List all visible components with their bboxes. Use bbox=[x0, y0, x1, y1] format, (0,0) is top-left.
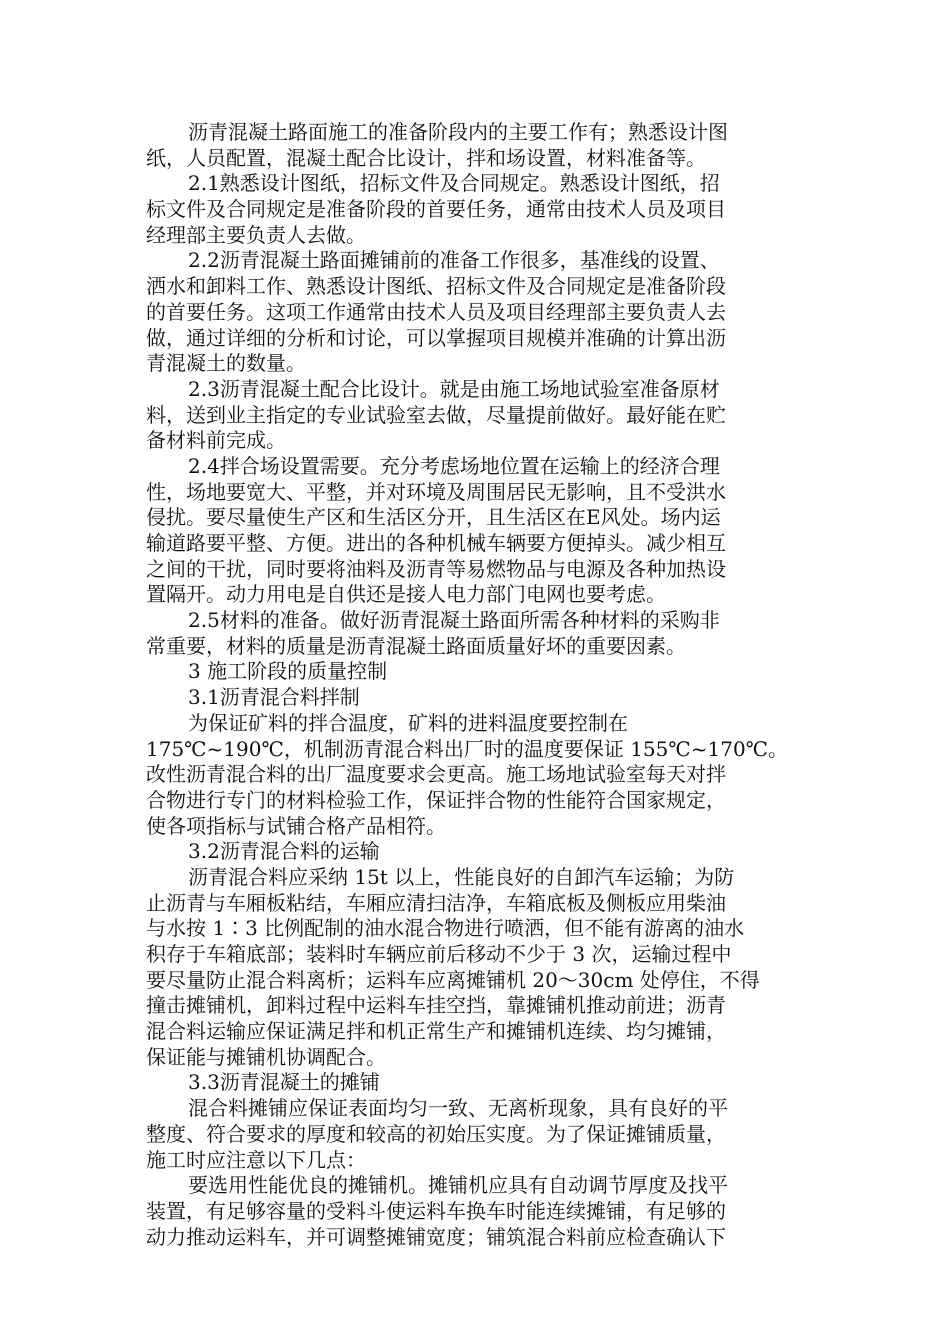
text-line: 175℃~190℃，机制沥青混合料出厂时的温度要保证 155℃~170℃。 bbox=[146, 736, 789, 761]
text-line: 2.1熟悉设计图纸，招标文件及合同规定。熟悉设计图纸，招 bbox=[188, 171, 720, 196]
text-line: 青混凝土的数量。 bbox=[146, 351, 306, 376]
document-body bbox=[146, 120, 800, 1250]
text-line: 3.1沥青混合料拌制 bbox=[188, 685, 360, 710]
text-line: 施工时应注意以下几点： bbox=[146, 1147, 366, 1172]
text-line: 常重要，材料的质量是沥青混凝土路面质量好坏的重要因素。 bbox=[146, 633, 686, 658]
text-line: 2.5材料的准备。做好沥青混凝土路面所需各种材料的采购非 bbox=[188, 608, 720, 633]
text-line: 与水按 1∶3 比例配制的油水混合物进行喷洒，但不能有游离的油水 bbox=[146, 916, 745, 941]
text-line: 做，通过详细的分析和讨论，可以掌握项目规模并准确的计算出沥 bbox=[146, 325, 726, 350]
text-line: 要尽量防止混合料离析；运料车应离摊铺机 20～30cm 处停住，不得 bbox=[146, 967, 760, 992]
text-line: 料，送到业主指定的专业试验室去做，尽量提前做好。最好能在贮 bbox=[146, 402, 726, 427]
text-line: 经理部主要负责人去做。 bbox=[146, 222, 366, 247]
text-line: 保证能与摊铺机协调配合。 bbox=[146, 1044, 386, 1069]
text-line: 止沥青与车厢板粘结，车厢应清扫洁净，车箱底板及侧板应用柴油 bbox=[146, 890, 726, 915]
text-line: 性，场地要宽大、平整，并对环境及周围居民无影响，且不受洪水 bbox=[146, 479, 726, 504]
text-line: 2.2沥青混凝土路面摊铺前的准备工作很多，基准线的设置、 bbox=[188, 248, 720, 273]
text-line: 积存于车箱底部；装料时车辆应前后移动不少于 3 次，运输过程中 bbox=[146, 942, 732, 966]
text-line: 改性沥青混合料的出厂温度要求会更高。施工场地试验室每天对拌 bbox=[146, 762, 726, 787]
text-line: 装置，有足够容量的受料斗使运料车换车时能连续摊铺，有足够的 bbox=[146, 1198, 726, 1223]
text-line: 3.3沥青混凝土的摊铺 bbox=[188, 1070, 380, 1095]
text-line: 备材料前完成。 bbox=[146, 428, 286, 453]
text-line: 之间的干扰，同时要将油料及沥青等易燃物品与电源及各种加热设 bbox=[146, 556, 726, 581]
text-line: 置隔开。动力用电是自供还是接人电力部门电网也要考虑。 bbox=[146, 582, 666, 607]
text-line: 的首要任务。这项工作通常由技术人员及项目经理部主要负责人去 bbox=[146, 299, 726, 324]
text-line: 混合料运输应保证满足拌和机正常生产和摊铺机连续、均匀摊铺， bbox=[146, 1019, 726, 1044]
text-line: 2.4拌合场设置需要。充分考虑场地位置在运输上的经济合理 bbox=[188, 453, 720, 478]
text-line: 沥青混凝土路面施工的准备阶段内的主要工作有；熟悉设计图 bbox=[188, 120, 728, 144]
text-line: 整度、符合要求的厚度和较高的初始压实度。为了保证摊铺质量， bbox=[146, 1121, 726, 1146]
text-line: 输道路要平整、方便。进出的各种机械车辆要方便掉头。减少相互 bbox=[146, 531, 726, 555]
text-line: 混合料摊铺应保证表面均匀一致、无离析现象，具有良好的平 bbox=[188, 1096, 728, 1121]
text-line: 3.2沥青混合料的运输 bbox=[188, 839, 380, 864]
text-line: 洒水和卸料工作、熟悉设计图纸、招标文件及合同规定是准备阶段 bbox=[146, 274, 726, 299]
text-line: 2.3沥青混凝土配合比设计。就是由施工场地试验室准备原材 bbox=[188, 376, 720, 401]
text-line: 合物进行专门的材料检验工作，保证拌合物的性能符合国家规定， bbox=[146, 787, 726, 812]
text-line: 侵扰。要尽量使生产区和生活区分开，且生活区在E风处。场内运 bbox=[146, 505, 721, 530]
text-line: 沥青混合料应采纳 15t 以上，性能良好的自卸汽车运输；为防 bbox=[188, 864, 735, 889]
text-line: 动力推动运料车，并可调整摊铺宽度；铺筑混合料前应检查确认下 bbox=[146, 1224, 726, 1249]
text-line: 3 施工阶段的质量控制 bbox=[188, 659, 388, 684]
text-line: 纸，人员配置，混凝土配合比设计，拌和场设置，材料准备等。 bbox=[146, 145, 706, 170]
text-line: 为保证矿料的拌合温度，矿料的进料温度要控制在 bbox=[188, 710, 628, 735]
text-line: 要选用性能优良的摊铺机。摊铺机应具有自动调节厚度及找平 bbox=[188, 1173, 728, 1198]
text-line: 撞击摊铺机，卸料过程中运料车挂空挡，靠摊铺机推动前进；沥青 bbox=[146, 993, 726, 1018]
text-line: 使各项指标与试铺合格产品相符。 bbox=[146, 813, 446, 838]
text-line: 标文件及合同规定是准备阶段的首要任务，通常由技术人员及项目 bbox=[146, 197, 726, 222]
